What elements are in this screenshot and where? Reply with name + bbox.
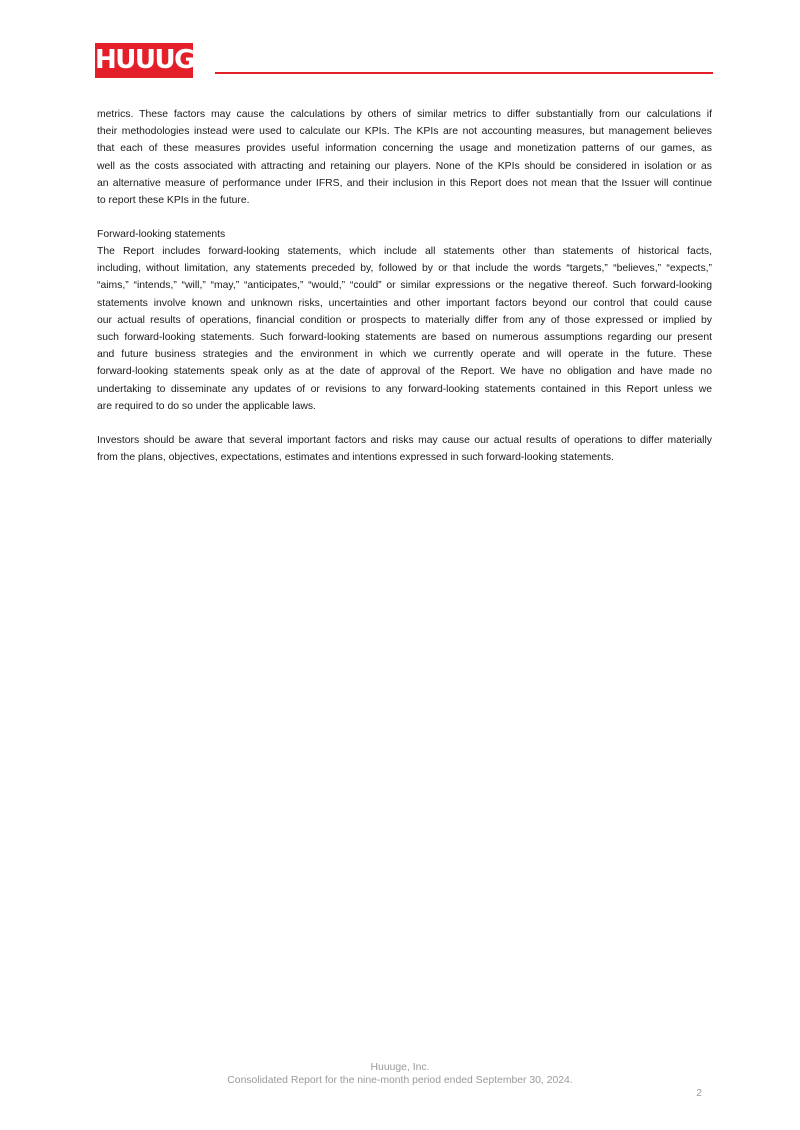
text-line: metrics. These factors may cause the calculations by others of similar metrics to differ substantially from our calculations if (97, 109, 712, 120)
text-line: are required to do so under the applicable laws. (97, 400, 316, 412)
paragraph-forward-looking (97, 243, 712, 415)
text-line: and future business strategies and the environment in which we currently operate and will operate in the future. These (97, 349, 712, 361)
text-line: an alternative measure of performance under IFRS, and their inclusion in this Report does not mean that the Issuer will continue (97, 177, 712, 189)
text-line: from the plans, objectives, expectations, estimates and intentions expressed in such forward-looking statements. (97, 452, 614, 464)
text-line: well as the costs associated with attracting and retaining our players. None of the KPIs should be considered in isolation or as (97, 160, 712, 172)
text-line: statements involve known and unknown risks, uncertainties and other important factors beyond our control that could cause (97, 297, 712, 309)
text-line: to report these KPIs in the future. (97, 194, 250, 206)
footer-report-title: Consolidated Report for the nine-month period ended September 30, 2024. (227, 1075, 573, 1086)
text-line: forward-looking statements speak only as at the date of approval of the Report. We have no obligation and have made no (97, 366, 712, 378)
text-line: undertaking to disseminate any updates of or revisions to any forward-looking statements contained in this Report unless we (97, 383, 712, 395)
footer-company: Huuuge, Inc. (370, 1062, 430, 1073)
text-line: our actual results of operations, financial condition or prospects to materially differ from any of those expressed or implied by (97, 314, 712, 326)
text-line: such forward-looking statements. Such forward-looking statements are based on numerous assumptions regarding our present (97, 331, 712, 343)
huuuge-logo: HUUUGE (95, 43, 193, 78)
text-line: including, without limitation, any statements preceded by, followed by or that include the words “targets,” “believes,” “expects,” (97, 263, 712, 275)
text-line: Investors should be aware that several important factors and risks may cause our actual results of operations to differ materially (97, 435, 712, 446)
paragraph-investors (97, 432, 712, 466)
text-line: their methodologies instead were used to calculate our KPIs. The KPIs are not accounting measures, but management believes (97, 126, 712, 138)
section-heading: Forward-looking statements (97, 229, 226, 240)
text-line: “aims,” “intends,” “will,” “may,” “anticipates,” “would,” “could” or similar expressions or the negative thereof. Such forward-looking (97, 280, 712, 292)
header-rule (215, 72, 713, 74)
text-line: The Report includes forward-looking statements, which include all statements other than statements of historical facts, (97, 246, 712, 257)
page-number: 2 (696, 1088, 702, 1099)
text-line: that each of these measures provides useful information concerning the usage and monetization patterns of our games, as (97, 143, 712, 155)
paragraph-kpi-metrics (97, 106, 712, 209)
